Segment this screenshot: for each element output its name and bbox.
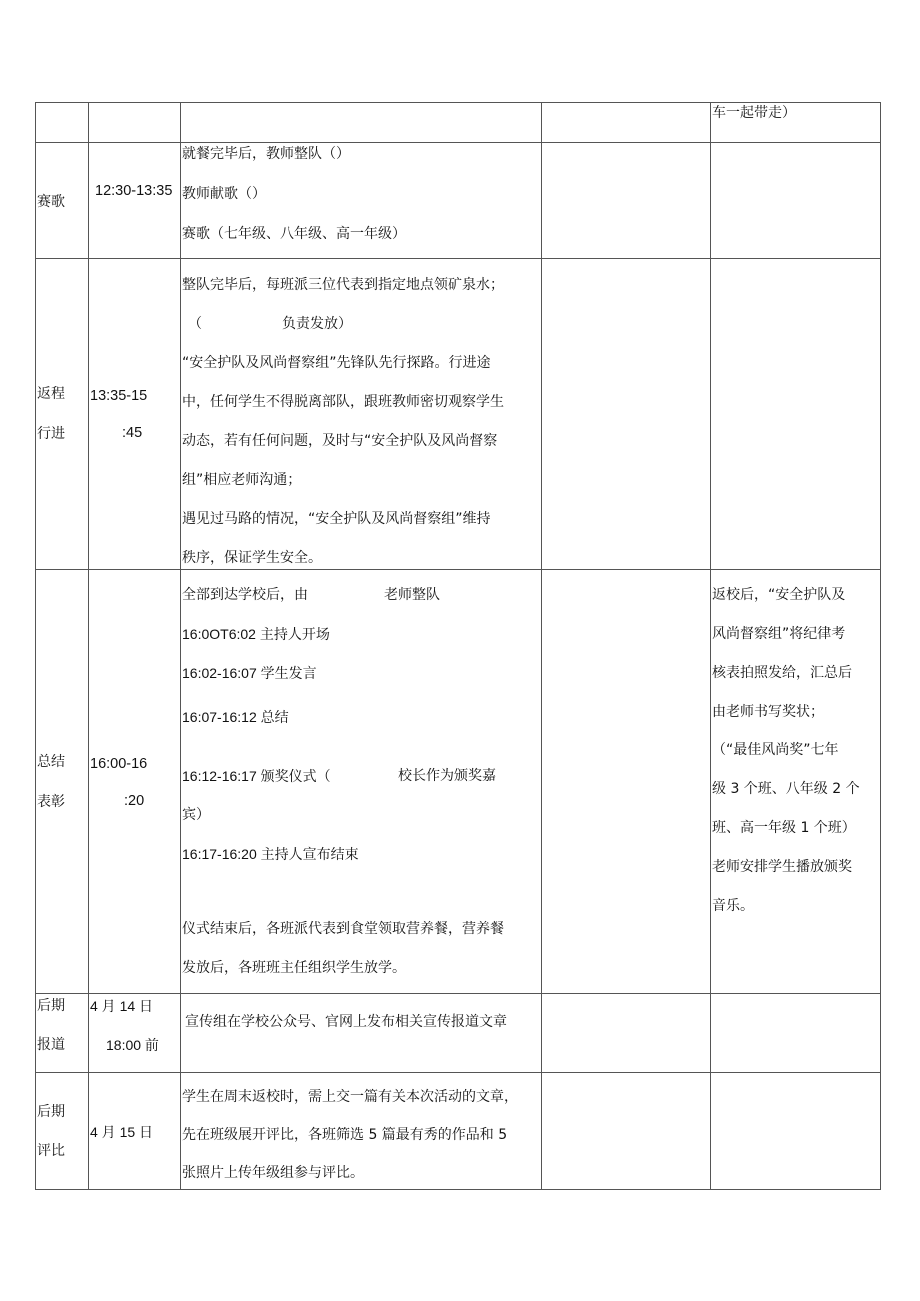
time-range: 16:00-16 [90,756,148,772]
notes-line: 核表拍照发给，汇总后 [712,665,852,681]
content-line: 就餐完毕后，教师整队（） [182,146,350,162]
table-rule [88,102,89,1190]
content-line: 负责发放） [282,316,352,332]
content-line: 动态，若有任何问题，及时与“安全护队及风尚督察 [182,433,498,449]
content-line: 老师整队 [384,587,440,603]
item-label: 后期 [37,998,65,1014]
time-range: :20 [124,793,145,809]
content-line: 整队完毕后，每班派三位代表到指定地点领矿泉水； [182,277,504,293]
notes-line: 老师安排学生播放颁奖 [712,859,852,875]
table-rule [880,102,881,1190]
item-label: 后期 [37,1104,65,1120]
content-line: 16:0OT6:02 主持人开场 [182,626,330,642]
content-line: “安全护队及风尚督察组”先锋队先行探路。行进途 [182,355,491,371]
item-label: 总结 [37,754,65,770]
content-line: 教师献歌（） [182,186,266,202]
notes-line: 班、高一年级 1 个班） [712,820,856,836]
content-line: （ [188,316,202,332]
time-range: :45 [122,425,143,441]
date-label: 18:00 前 [106,1037,159,1053]
content-line: 遇见过马路的情况，“安全护队及风尚督察组”维持 [182,511,491,527]
notes-line: 音乐。 [712,898,754,914]
content-line: 秩序，保证学生安全。 [182,550,322,566]
content-line: 宾） [182,807,210,823]
content-line: 学生在周末返校时，需上交一篇有关本次活动的文章， [182,1089,518,1105]
item-label: 表彰 [37,794,65,810]
table-rule [35,258,881,259]
time-range: 13:35-15 [90,388,148,404]
content-line: 16:02-16:07 学生发言 [182,665,317,681]
item-label: 返程 [37,386,65,402]
notes-line: 由老师书写奖状； [712,704,824,720]
table-rule [35,1072,881,1073]
content-line: 全部到达学校后，由 [182,587,308,603]
table-rule [180,102,181,1190]
date-label: 4 月 14 日 [90,998,154,1014]
notes-line: 返校后，“安全护队及 [712,587,846,603]
content-line: 发放后，各班班主任组织学生放学。 [182,960,406,976]
content-line: 组”相应老师沟通； [182,472,302,488]
date-label: 4 月 15 日 [90,1124,154,1140]
table-rule [35,993,881,994]
table-rule [35,102,36,1190]
notes-line: （“最佳风尚奖”七年 [712,742,839,758]
notes-line: 级 3 个班、八年级 2 个 [712,781,860,797]
content-line: 仪式结束后，各班派代表到食堂领取营养餐，营养餐 [182,921,504,937]
content-line: 16:12-16:17 颁奖仪式（ [182,768,331,784]
content-line: 校长作为颁奖嘉 [398,768,496,784]
table-rule [35,142,881,143]
table-rule [710,102,711,1190]
content-line: 张照片上传年级组参与评比。 [182,1165,364,1181]
item-label: 行进 [37,426,65,442]
table-rule [541,102,542,1190]
table-rule [35,1189,881,1190]
item-label: 赛歌 [37,194,65,210]
content-line: 16:17-16:20 主持人宣布结束 [182,846,359,862]
notes-text: 车一起带走） [712,105,796,121]
table-rule [35,569,881,570]
content-line: 中，任何学生不得脱离部队，跟班教师密切观察学生 [182,394,504,410]
content-line: 先在班级展开评比，各班筛选 5 篇最有秀的作品和 5 [182,1127,508,1143]
time-range: 12:30-13:35 [95,183,173,199]
item-label: 报道 [37,1037,65,1053]
content-line: 16:07-16:12 总结 [182,709,289,725]
item-label: 评比 [37,1143,65,1159]
content-line: 赛歌（七年级、八年级、高一年级） [182,226,406,242]
content-line: 宣传组在学校公众号、官网上发布相关宣传报道文章 [185,1014,507,1030]
notes-line: 风尚督察组”将纪律考 [712,626,846,642]
